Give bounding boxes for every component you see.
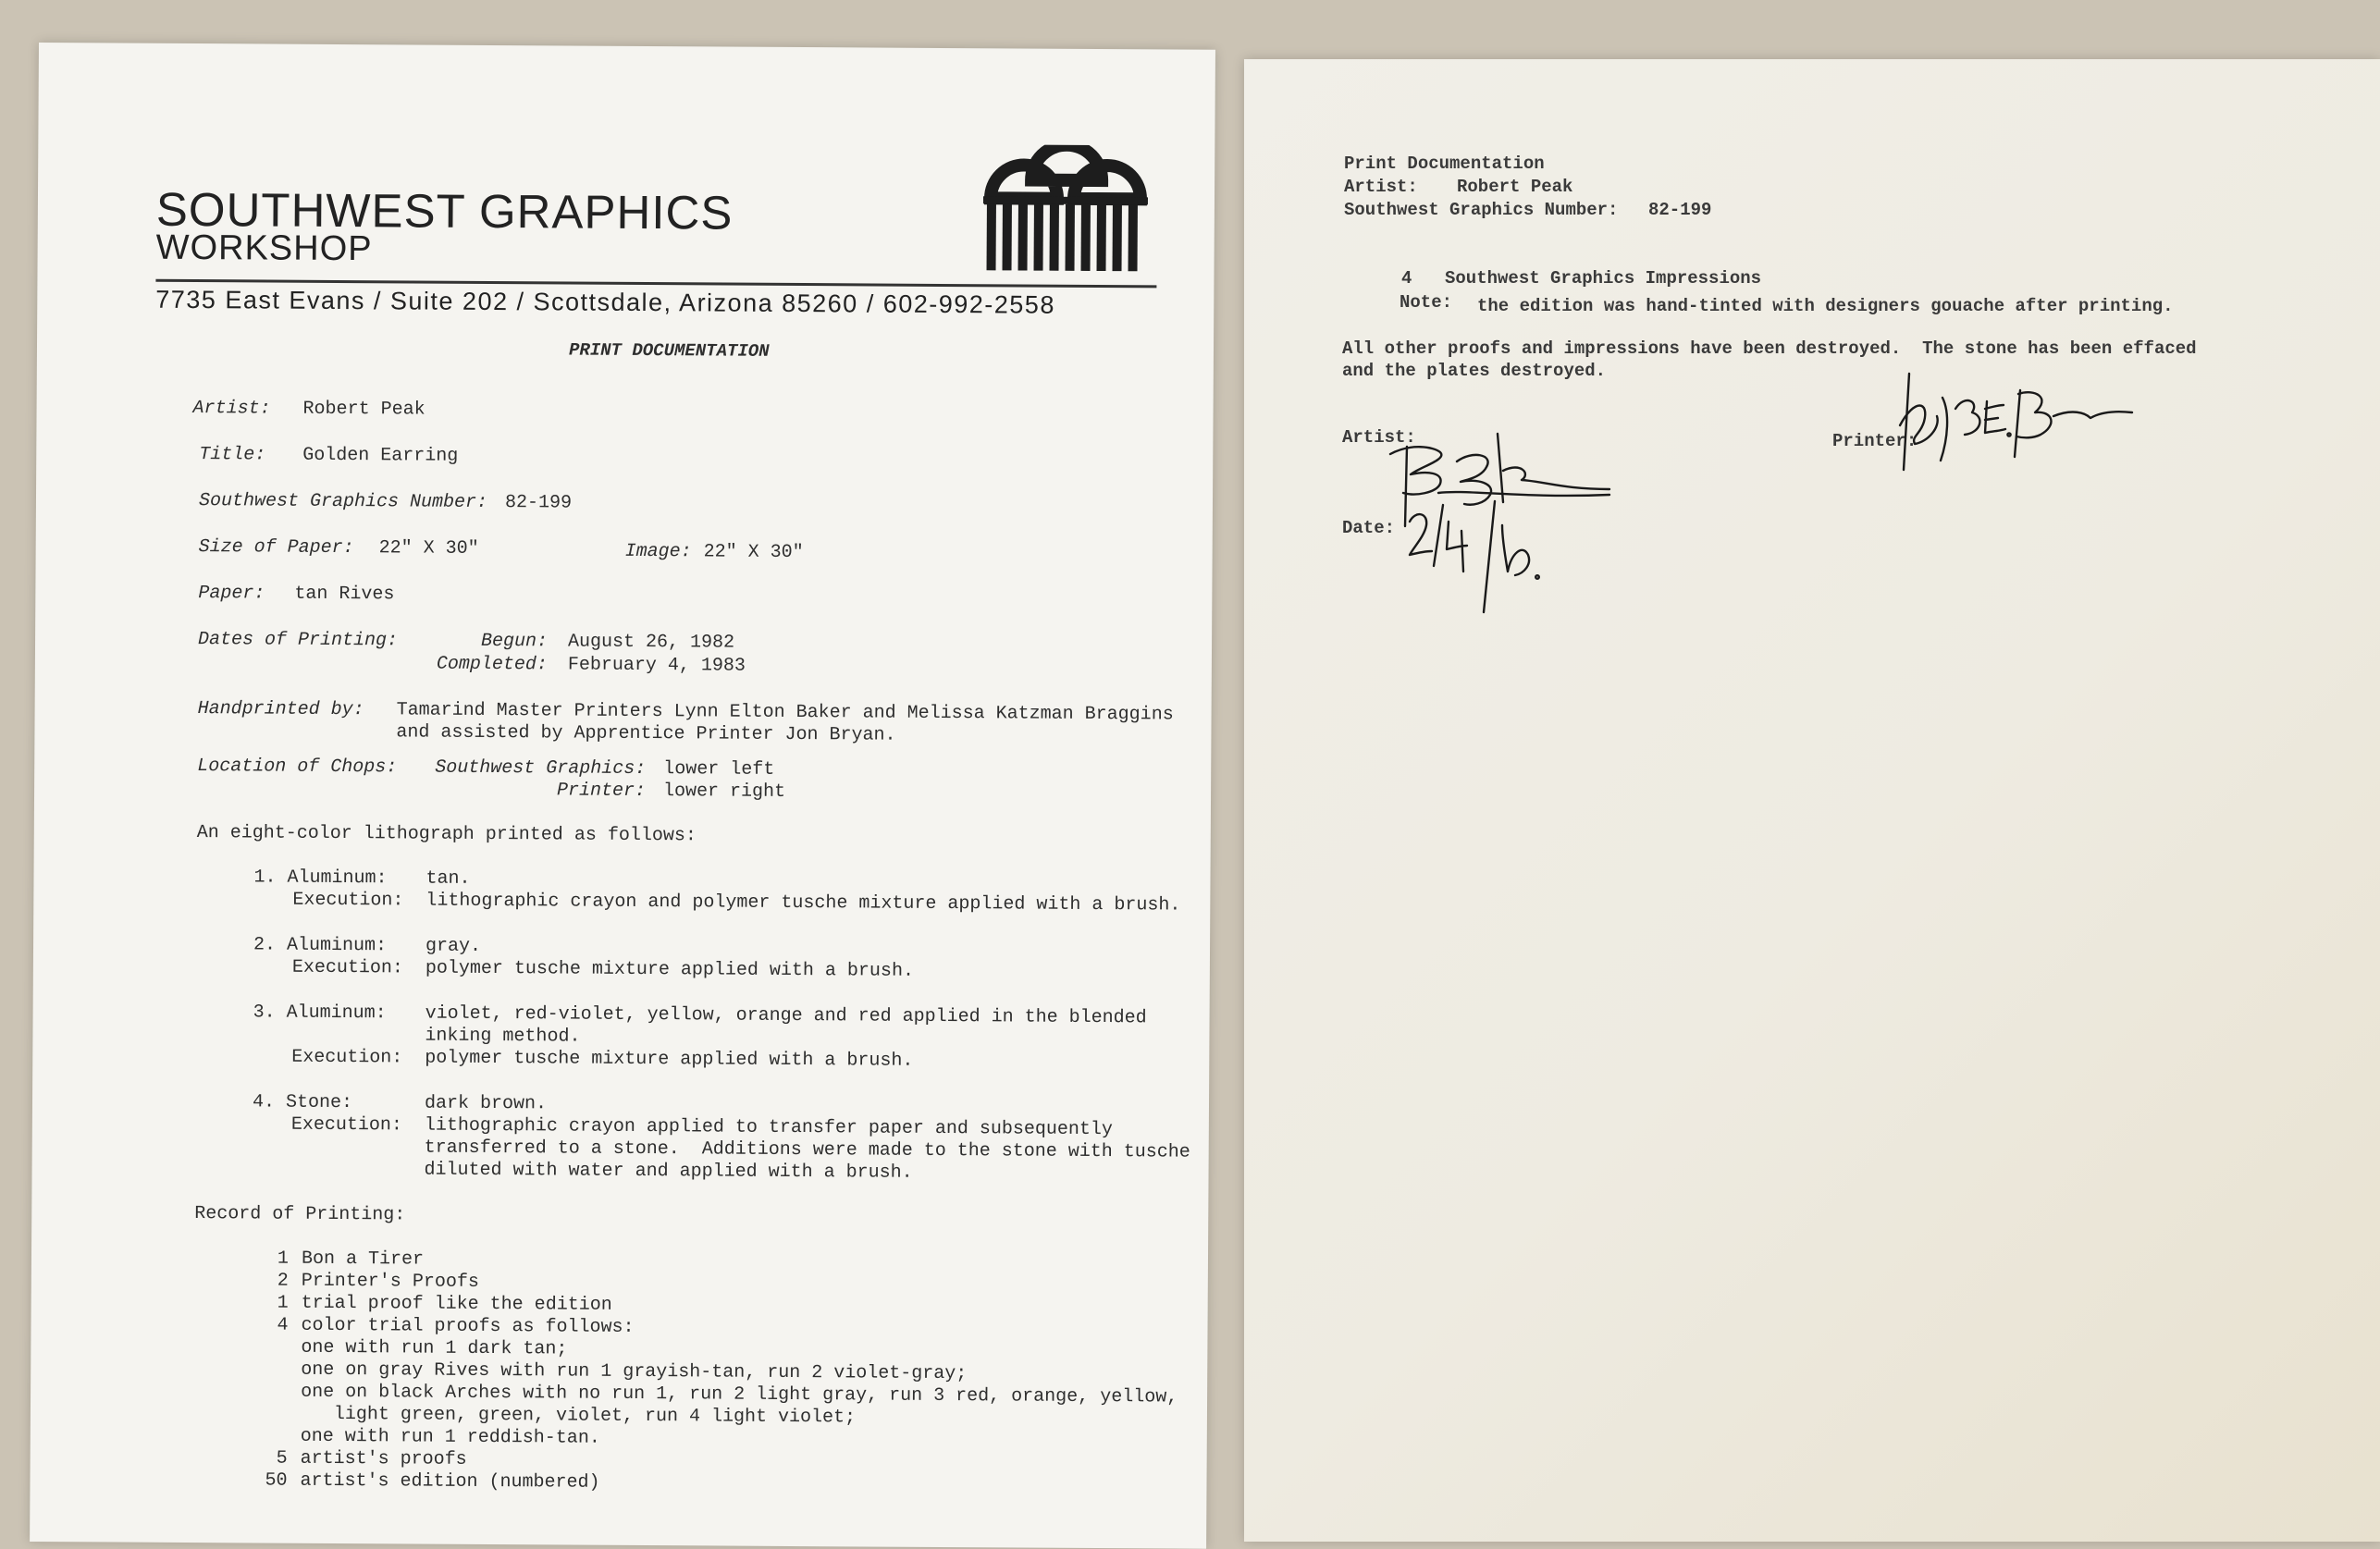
record-item: Printer's Proofs [301,1270,479,1293]
record-count: 1 [277,1248,290,1270]
record-item: color trial proofs as follows: [301,1314,635,1338]
right-artist-label: Artist: [1344,177,1418,197]
right-artist-value: Robert Peak [1457,177,1573,197]
artist-signature-label: Artist: [1342,427,1416,448]
paper-size-value: 22" X 30" [378,537,479,559]
chop-printer-label: Printer: [556,780,647,803]
run-4-exec-3: diluted with water and applied with a brush. [424,1159,913,1184]
record-item: one with run 1 reddish-tan. [300,1425,600,1449]
handprinted-label: Handprinted by: [197,698,364,721]
note-text: the edition was hand-tinted with designers gouache after printing. [1477,296,2174,316]
run-2-label: 2. Aluminum: [253,934,388,957]
run-4-exec-label: Execution: [290,1113,402,1137]
chop-sg-label: Southwest Graphics: [435,756,647,781]
run-4-color: dark brown. [424,1092,548,1115]
impressions-count: 4 [1401,268,1412,289]
run-3-color: violet, red-violet, yellow, orange and red applied in the blended [425,1002,1147,1029]
handprinted-line-2: and assisted by Apprentice Printer Jon Bryan. [396,721,896,746]
paper-label: Paper: [198,583,265,605]
run-1-label: 1. Aluminum: [253,867,388,890]
destroyed-line-2: and the plates destroyed. [1342,361,1607,381]
record-item: trial proof like the edition [301,1292,612,1316]
right-heading: Print Documentation [1344,154,1545,174]
run-4-label: 4. Stone: [252,1091,353,1114]
begun-value: August 26, 1982 [567,631,735,654]
run-4-exec-1: lithographic crayon applied to transfer paper and subsequently [424,1114,1114,1141]
letterhead-name: SOUTHWEST GRAPHICS [155,182,734,240]
impressions-label: Southwest Graphics Impressions [1445,268,1762,289]
handprinted-line-1: Tamarind Master Printers Lynn Elton Baker and Melissa Katzman Braggins [396,699,1174,726]
printer-signature-label: Printer: [1832,431,1918,451]
run-2-color: gray. [425,935,482,957]
title-value: Golden Earring [302,444,459,467]
document-heading: PRINT DOCUMENTATION [568,339,770,362]
chop-printer-value: lower right [662,781,786,803]
run-3-color-cont: inking method. [425,1025,581,1048]
lithograph-intro: An eight-color lithograph printed as follows: [196,822,697,847]
run-3-exec-label: Execution: [291,1046,403,1069]
catalog-number-label: Southwest Graphics Number: [198,490,488,513]
note-label: Note: [1400,292,1453,313]
dates-label: Dates of Printing: [197,629,399,652]
letterhead-address: 7735 East Evans / Suite 202 / Scottsdale, Arizona 85260 / 602-992-2558 [155,285,1055,319]
record-label: Record of Printing: [194,1203,406,1226]
record-item: artist's proofs [300,1447,467,1470]
catalog-number-value: 82-199 [504,492,573,514]
run-1-exec-label: Execution: [292,889,404,912]
run-1-color: tan. [425,867,471,890]
printer-signature-icon [1896,361,2137,481]
letterhead-subtitle: WORKSHOP [155,227,373,269]
documentation-sheet-left [30,43,1215,1549]
destroyed-line-1: All other proofs and impressions have been destroyed. The stone has been effaced [1342,338,2197,359]
arches-logo-icon [977,144,1153,275]
handwritten-date-icon [1406,494,1545,633]
record-count: 50 [265,1469,288,1492]
record-item: one on gray Rives with run 1 grayish-tan, run 2 violet-gray; [301,1358,968,1385]
record-count: 4 [277,1314,289,1336]
run-3-label: 3. Aluminum: [253,1002,387,1025]
documentation-sheet-right [1244,59,2380,1542]
run-1-exec: lithographic crayon and polymer tusche mixture applied with a brush. [425,890,1181,916]
run-4-exec-2: transferred to a stone. Additions were made to the stone with tusche [424,1137,1190,1163]
right-number-label: Southwest Graphics Number: [1344,200,1619,220]
record-item: artist's edition (numbered) [300,1469,600,1494]
title-label: Title: [199,444,266,466]
completed-label: Completed: [436,653,549,676]
run-2-exec: polymer tusche mixture applied with a brush. [425,957,915,982]
artist-value: Robert Peak [302,398,425,421]
run-3-exec: polymer tusche mixture applied with a brush. [425,1047,914,1072]
artist-label: Artist: [192,398,271,420]
image-size-label: Image: [624,540,692,563]
record-item: one on black Arches with no run 1, run 2 light gray, run 3 red, orange, yellow, [301,1381,1178,1408]
paper-size-label: Size of Paper: [198,536,354,559]
chops-label: Location of Chops: [197,756,398,779]
record-item: Bon a Tirer [301,1248,425,1271]
begun-label: Begun: [480,630,549,653]
record-count: 2 [277,1270,289,1292]
record-item: one with run 1 dark tan; [301,1336,568,1360]
image-size-value: 22" X 30" [703,541,804,564]
paper-value: tan Rives [294,583,395,606]
completed-value: February 4, 1983 [567,654,746,677]
right-number-value: 82-199 [1648,200,1712,220]
date-label: Date: [1342,518,1396,538]
run-2-exec-label: Execution: [291,956,403,979]
chop-sg-value: lower left [663,758,775,781]
record-item: light green, green, violet, run 4 light violet; [300,1403,857,1429]
record-count: 1 [277,1292,289,1314]
record-count: 5 [276,1447,288,1469]
